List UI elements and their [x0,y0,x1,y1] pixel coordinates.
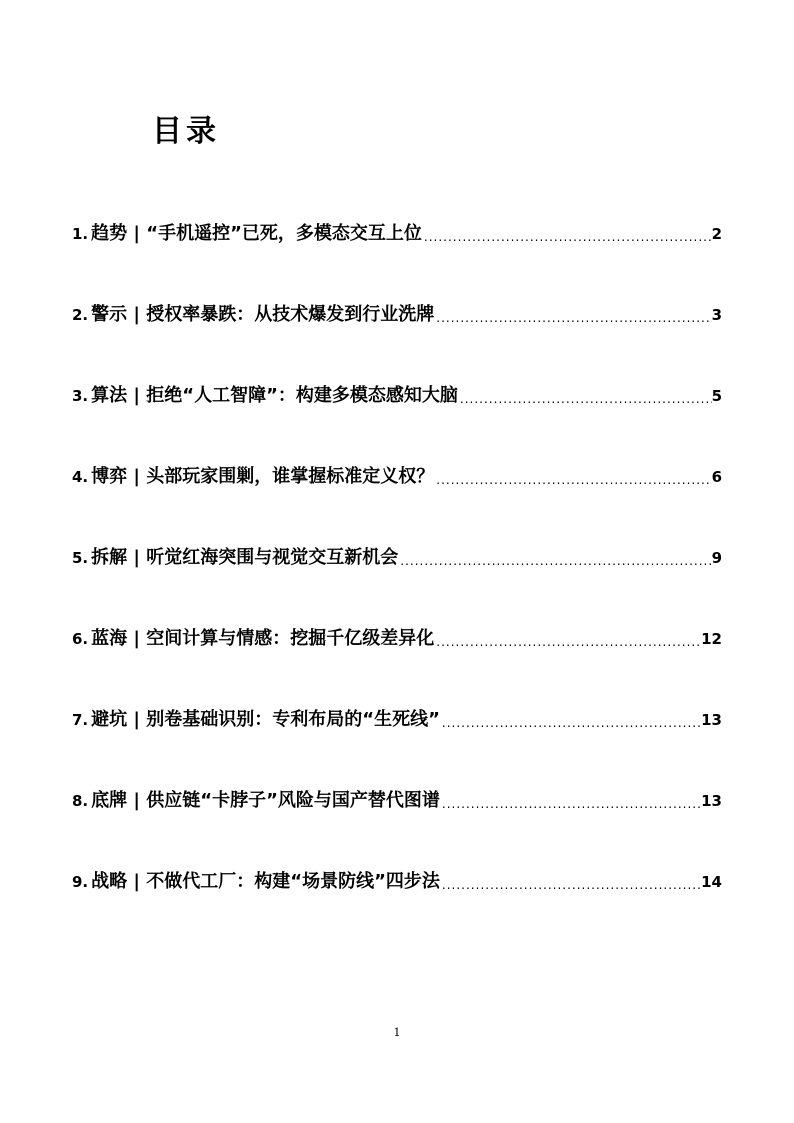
toc-entry-text: 博弈 | 头部玩家围剿，谁掌握标准定义权？ [91,466,435,487]
toc-entry-text: 战略 | 不做代工厂：构建“场景防线”四步法 [91,871,440,892]
toc-entry-text: 警示 | 授权率暴跌：从技术爆发到行业洗牌 [91,304,435,325]
toc-entry-page: 14 [701,873,722,891]
toc-dot-leader [440,874,701,896]
toc-entry-text: 算法 | 拒绝“人工智障”：构建多模态感知大脑 [91,385,458,406]
toc-dot-leader [434,631,701,653]
toc-dot-leader [422,226,712,248]
toc-entry-number: 7. [72,711,89,729]
toc-entry-number: 3. [72,387,89,405]
toc-entry-number: 5. [72,549,89,567]
toc-entry-3[interactable] [72,382,722,410]
toc-entry-text: 蓝海 | 空间计算与情感：挖掘千亿级差异化 [91,628,435,649]
toc-entry-8[interactable] [72,787,722,815]
toc-entry-text: 拆解 | 听觉红海突围与视觉交互新机会 [91,547,399,568]
toc-entry-number: 4. [72,468,89,486]
toc-entry-page: 5 [711,387,722,405]
toc-dot-leader [434,469,711,491]
toc-dot-leader [434,307,711,329]
toc-dot-leader [458,388,712,410]
toc-entry-number: 1. [72,225,89,243]
toc-title: 目录 [152,114,220,149]
toc-entry-number: 9. [72,873,89,891]
toc-entry-5[interactable] [72,544,722,572]
toc-entry-page: 9 [711,549,722,567]
toc-dot-leader [440,712,701,734]
toc-entry-page: 12 [701,630,722,648]
toc-entry-number: 8. [72,792,89,810]
toc-dot-leader [440,793,701,815]
toc-entry-page: 2 [711,225,722,243]
toc-dot-leader [398,550,711,572]
footer-page-number: 1 [393,1026,401,1039]
toc-entry-page: 3 [711,306,722,324]
toc-entry-6[interactable] [72,625,722,653]
toc-entry-text: 趋势 | “手机遥控”已死，多模态交互上位 [91,223,422,244]
toc-entry-7[interactable] [72,706,722,734]
toc-entry-2[interactable] [72,301,722,329]
toc-entry-number: 2. [72,306,89,324]
toc-entry-1[interactable] [72,220,722,248]
toc-entry-4[interactable] [72,463,722,491]
toc-entry-text: 避坑 | 别卷基础识别：专利布局的“生死线” [91,709,440,730]
toc-entry-9[interactable] [72,868,722,896]
toc-entry-page: 13 [701,792,722,810]
toc-entry-page: 13 [701,711,722,729]
toc-entry-text: 底牌 | 供应链“卡脖子”风险与国产替代图谱 [91,790,440,811]
toc-entry-page: 6 [711,468,722,486]
toc-entry-number: 6. [72,630,89,648]
